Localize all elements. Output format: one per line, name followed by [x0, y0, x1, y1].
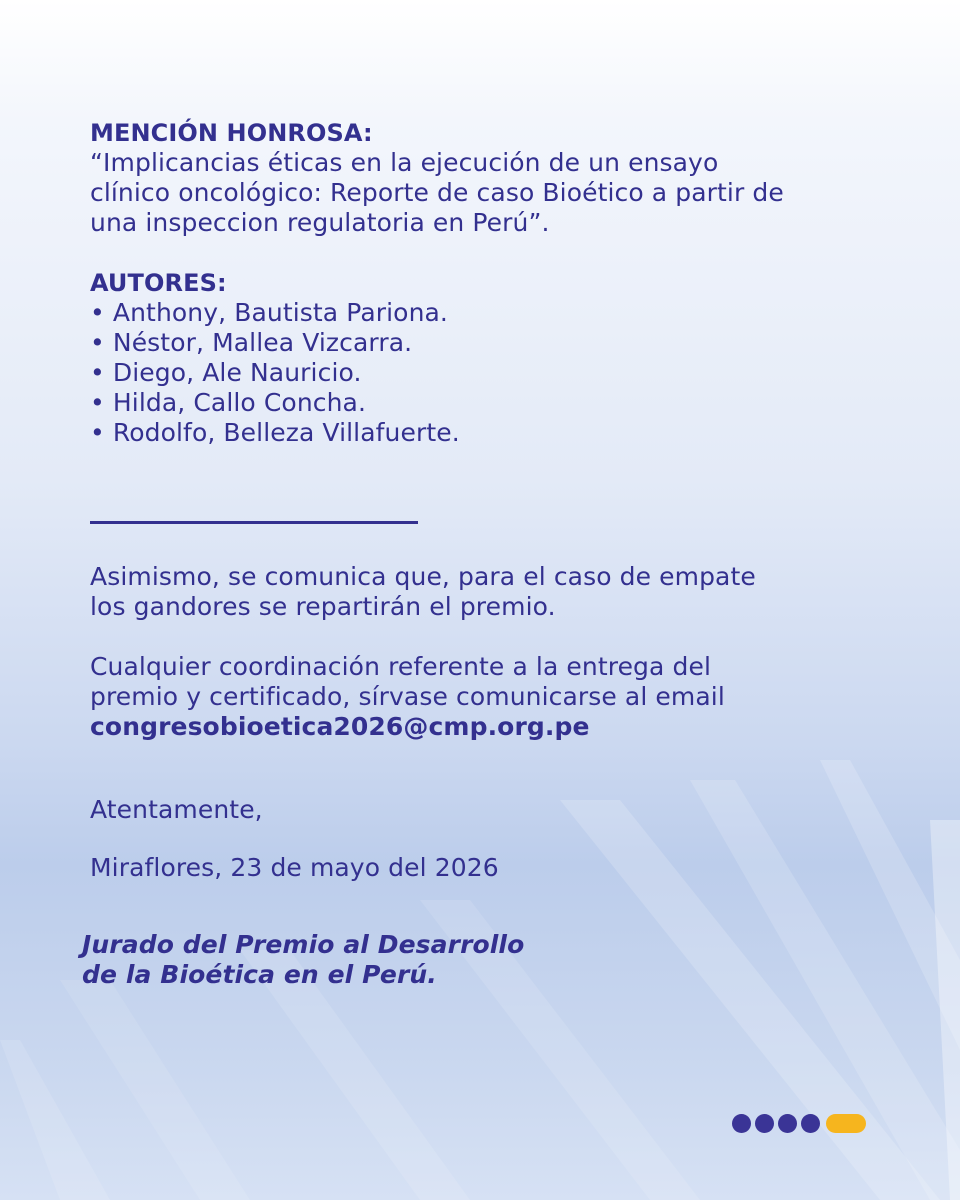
author-item: • Néstor, Mallea Vizcarra.	[90, 328, 413, 357]
salutation: Atentamente,	[90, 795, 263, 824]
signature-block	[82, 930, 524, 990]
mention-title-line: una inspeccion regulatoria en Perú”.	[90, 208, 550, 237]
author-item: • Rodolfo, Belleza Villafuerte.	[90, 418, 460, 447]
signature-line: de la Bioética en el Perú.	[82, 960, 437, 989]
author-item: • Diego, Ale Nauricio.	[90, 358, 362, 387]
tie-notice-line: Asimismo, se comunica que, para el caso de empate	[90, 562, 756, 591]
mention-title-line: “Implicancias éticas en la ejecución de un ensayo	[90, 148, 719, 177]
slide-pagination	[732, 1114, 866, 1134]
pagination-dot	[732, 1114, 751, 1133]
tie-notice-line: los gandores se repartirán el premio.	[90, 592, 556, 621]
contact-notice-line: premio y certificado, sírvase comunicarse al email	[90, 682, 725, 711]
place-date: Miraflores, 23 de mayo del 2026	[90, 853, 499, 882]
mention-title-line: clínico oncológico: Reporte de caso Bioético a partir de	[90, 178, 784, 207]
pagination-dot	[755, 1114, 774, 1133]
pagination-active-indicator	[826, 1114, 866, 1133]
signature-line: Jurado del Premio al Desarrollo	[82, 930, 525, 959]
mention-heading: MENCIÓN HONROSA:	[90, 119, 373, 147]
section-divider	[90, 521, 418, 524]
authors-heading: AUTORES:	[90, 269, 227, 297]
author-item: • Anthony, Bautista Pariona.	[90, 298, 448, 327]
notice-block	[90, 562, 756, 742]
main-text-block	[90, 118, 910, 448]
pagination-dot	[801, 1114, 820, 1133]
pagination-dot	[778, 1114, 797, 1133]
author-item: • Hilda, Callo Concha.	[90, 388, 367, 417]
contact-email: congresobioetica2026@cmp.org.pe	[90, 712, 590, 741]
contact-notice-line: Cualquier coordinación referente a la entrega del	[90, 652, 711, 681]
